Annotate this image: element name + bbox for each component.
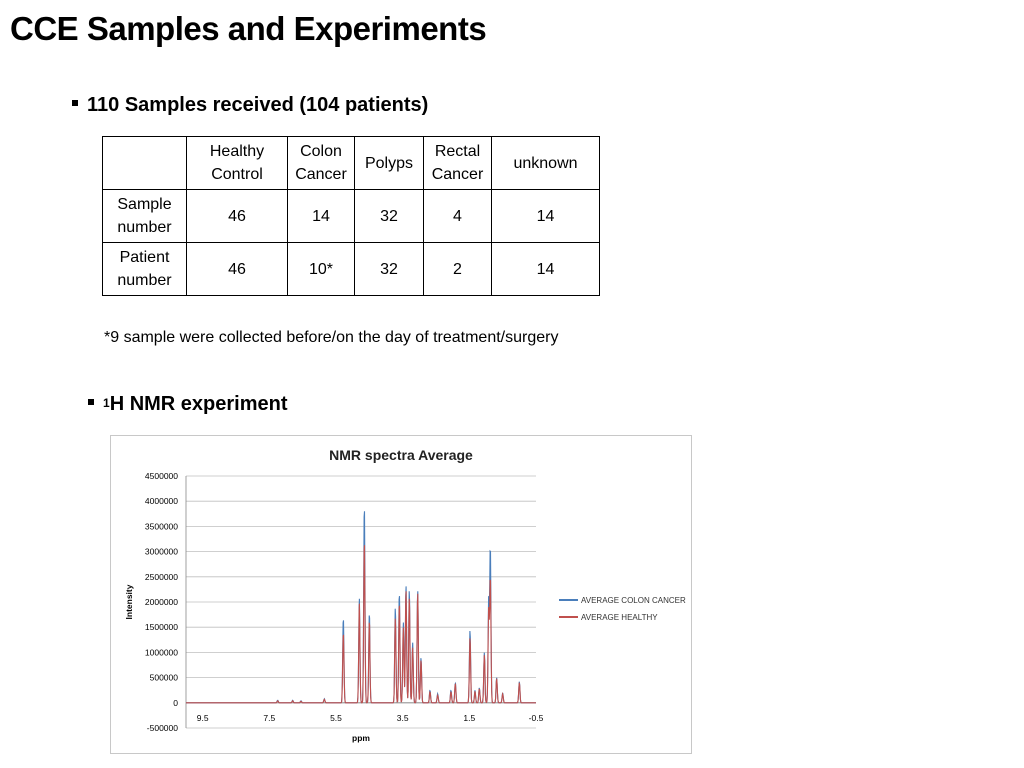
y-tick-label: 0 [173, 697, 178, 708]
y-tick-label: 4000000 [144, 496, 178, 507]
table-cell: 2 [424, 243, 492, 296]
table-cell: 4 [424, 190, 492, 243]
x-axis-label: ppm [352, 733, 370, 743]
nmr-chart-svg [111, 436, 691, 753]
table-header-cell: Rectal Cancer [424, 137, 492, 190]
table-cell: 14 [288, 190, 355, 243]
y-axis-label: Intensity [124, 584, 134, 620]
bullet-square-icon [88, 399, 94, 405]
samples-table [102, 136, 600, 296]
bullet-samples-text: 110 Samples received (104 patients) [87, 94, 429, 116]
bullet-nmr [88, 393, 288, 416]
x-tick-label: 3.5 [396, 713, 409, 723]
slide-title: CCE Samples and Experiments [10, 10, 487, 47]
x-tick-label: 5.5 [330, 713, 342, 723]
bullet-nmr-text: H NMR experiment [109, 393, 288, 415]
x-tick-label: 1.5 [463, 713, 476, 723]
bullet-nmr-superscript: 1 [103, 395, 110, 410]
table-header-cell: Polyps [355, 137, 424, 190]
table-cell: 46 [187, 243, 288, 296]
legend-label: AVERAGE HEALTHY [581, 613, 658, 622]
table-cell: 32 [355, 190, 424, 243]
y-tick-label: 500000 [149, 672, 178, 683]
table-row [103, 243, 600, 296]
table-header-cell: Healthy Control [187, 137, 288, 190]
x-tick-label: -0.5 [528, 713, 544, 723]
chart-title: NMR spectra Average [329, 447, 473, 463]
legend-label: AVERAGE COLON CANCER [581, 596, 686, 605]
bullet-square-icon [72, 100, 78, 106]
table-header-cell: unknown [492, 137, 600, 190]
table-header-row [103, 137, 600, 190]
nmr-chart [110, 435, 692, 754]
series-line-healthy [186, 545, 536, 703]
table-row-label: Patient number [103, 243, 187, 296]
y-tick-label: 2500000 [144, 571, 178, 582]
table-cell: 32 [355, 243, 424, 296]
table-row [103, 190, 600, 243]
table-row-label: Sample number [103, 190, 187, 243]
y-tick-label: 1500000 [144, 622, 178, 633]
table-header-cell: Colon Cancer [288, 137, 355, 190]
y-tick-label: 3500000 [144, 521, 178, 532]
x-tick-label: 9.5 [196, 713, 209, 723]
table-cell: 10* [288, 243, 355, 296]
x-tick-label: 7.5 [263, 713, 276, 723]
y-tick-label: 3000000 [144, 546, 178, 557]
bullet-samples [72, 94, 428, 117]
y-tick-label: 4500000 [144, 471, 178, 481]
y-tick-label: 2000000 [144, 597, 178, 607]
table-cell: 46 [187, 190, 288, 243]
y-tick-label: 1000000 [144, 647, 178, 658]
table-cell: 14 [492, 190, 600, 243]
table-cell: 14 [492, 243, 600, 296]
y-tick-label: -500000 [146, 723, 178, 733]
table-header-cell [103, 137, 187, 190]
footnote: *9 sample were collected before/on the day of treatment/surgery [104, 329, 559, 346]
